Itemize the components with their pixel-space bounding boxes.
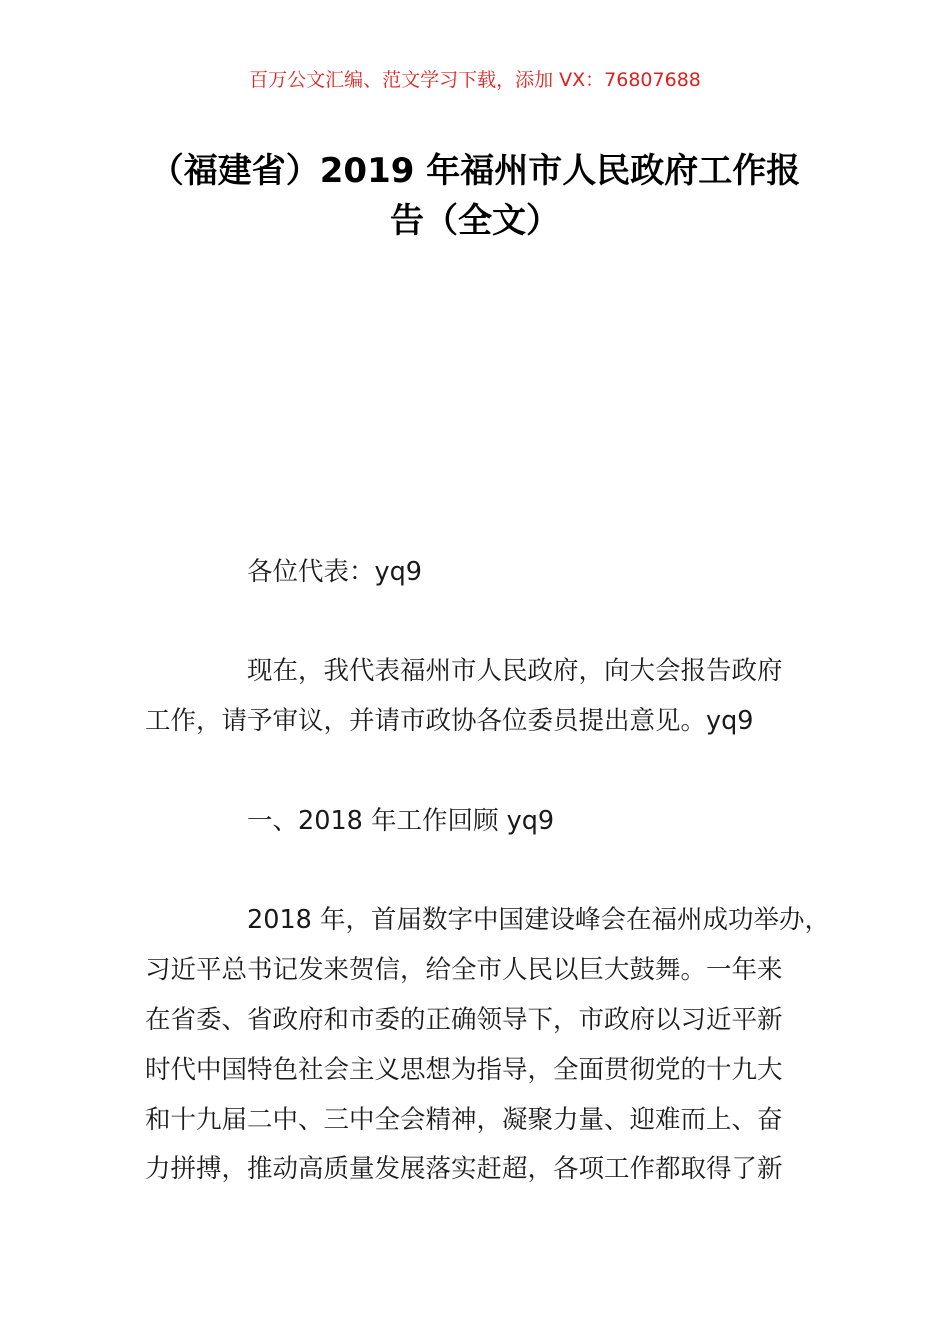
- header-banner: 百万公文汇编、范文学习下载，添加 VX：76807688: [249, 69, 701, 91]
- paragraph-line: 时代中国特色社会主义思想为指导，全面贯彻党的十九大: [145, 1055, 783, 1085]
- paragraph-line: 工作，请予审议，并请市政协各位委员提出意见。yq9: [145, 706, 754, 736]
- paragraph-line: 现在，我代表福州市人民政府，向大会报告政府: [247, 656, 783, 686]
- paragraph-line: 力拼搏，推动高质量发展落实赶超，各项工作都取得了新: [145, 1154, 783, 1184]
- section-heading: 一、2018 年工作回顾 yq9: [247, 806, 555, 836]
- title-line-2: 告（全文）: [390, 201, 560, 241]
- paragraph-line: 习近平总书记发来贺信，给全市人民以巨大鼓舞。一年来: [145, 955, 783, 985]
- paragraph-line: 和十九届二中、三中全会精神，凝聚力量、迎难而上、奋: [145, 1105, 783, 1135]
- title-line-1: （福建省）2019 年福州市人民政府工作报: [149, 151, 801, 191]
- paragraph-line: 2018 年，首届数字中国建设峰会在福州成功举办，: [247, 905, 831, 935]
- salutation: 各位代表：yq9: [247, 557, 423, 587]
- paragraph-line: 在省委、省政府和市委的正确领导下，市政府以习近平新: [145, 1005, 783, 1035]
